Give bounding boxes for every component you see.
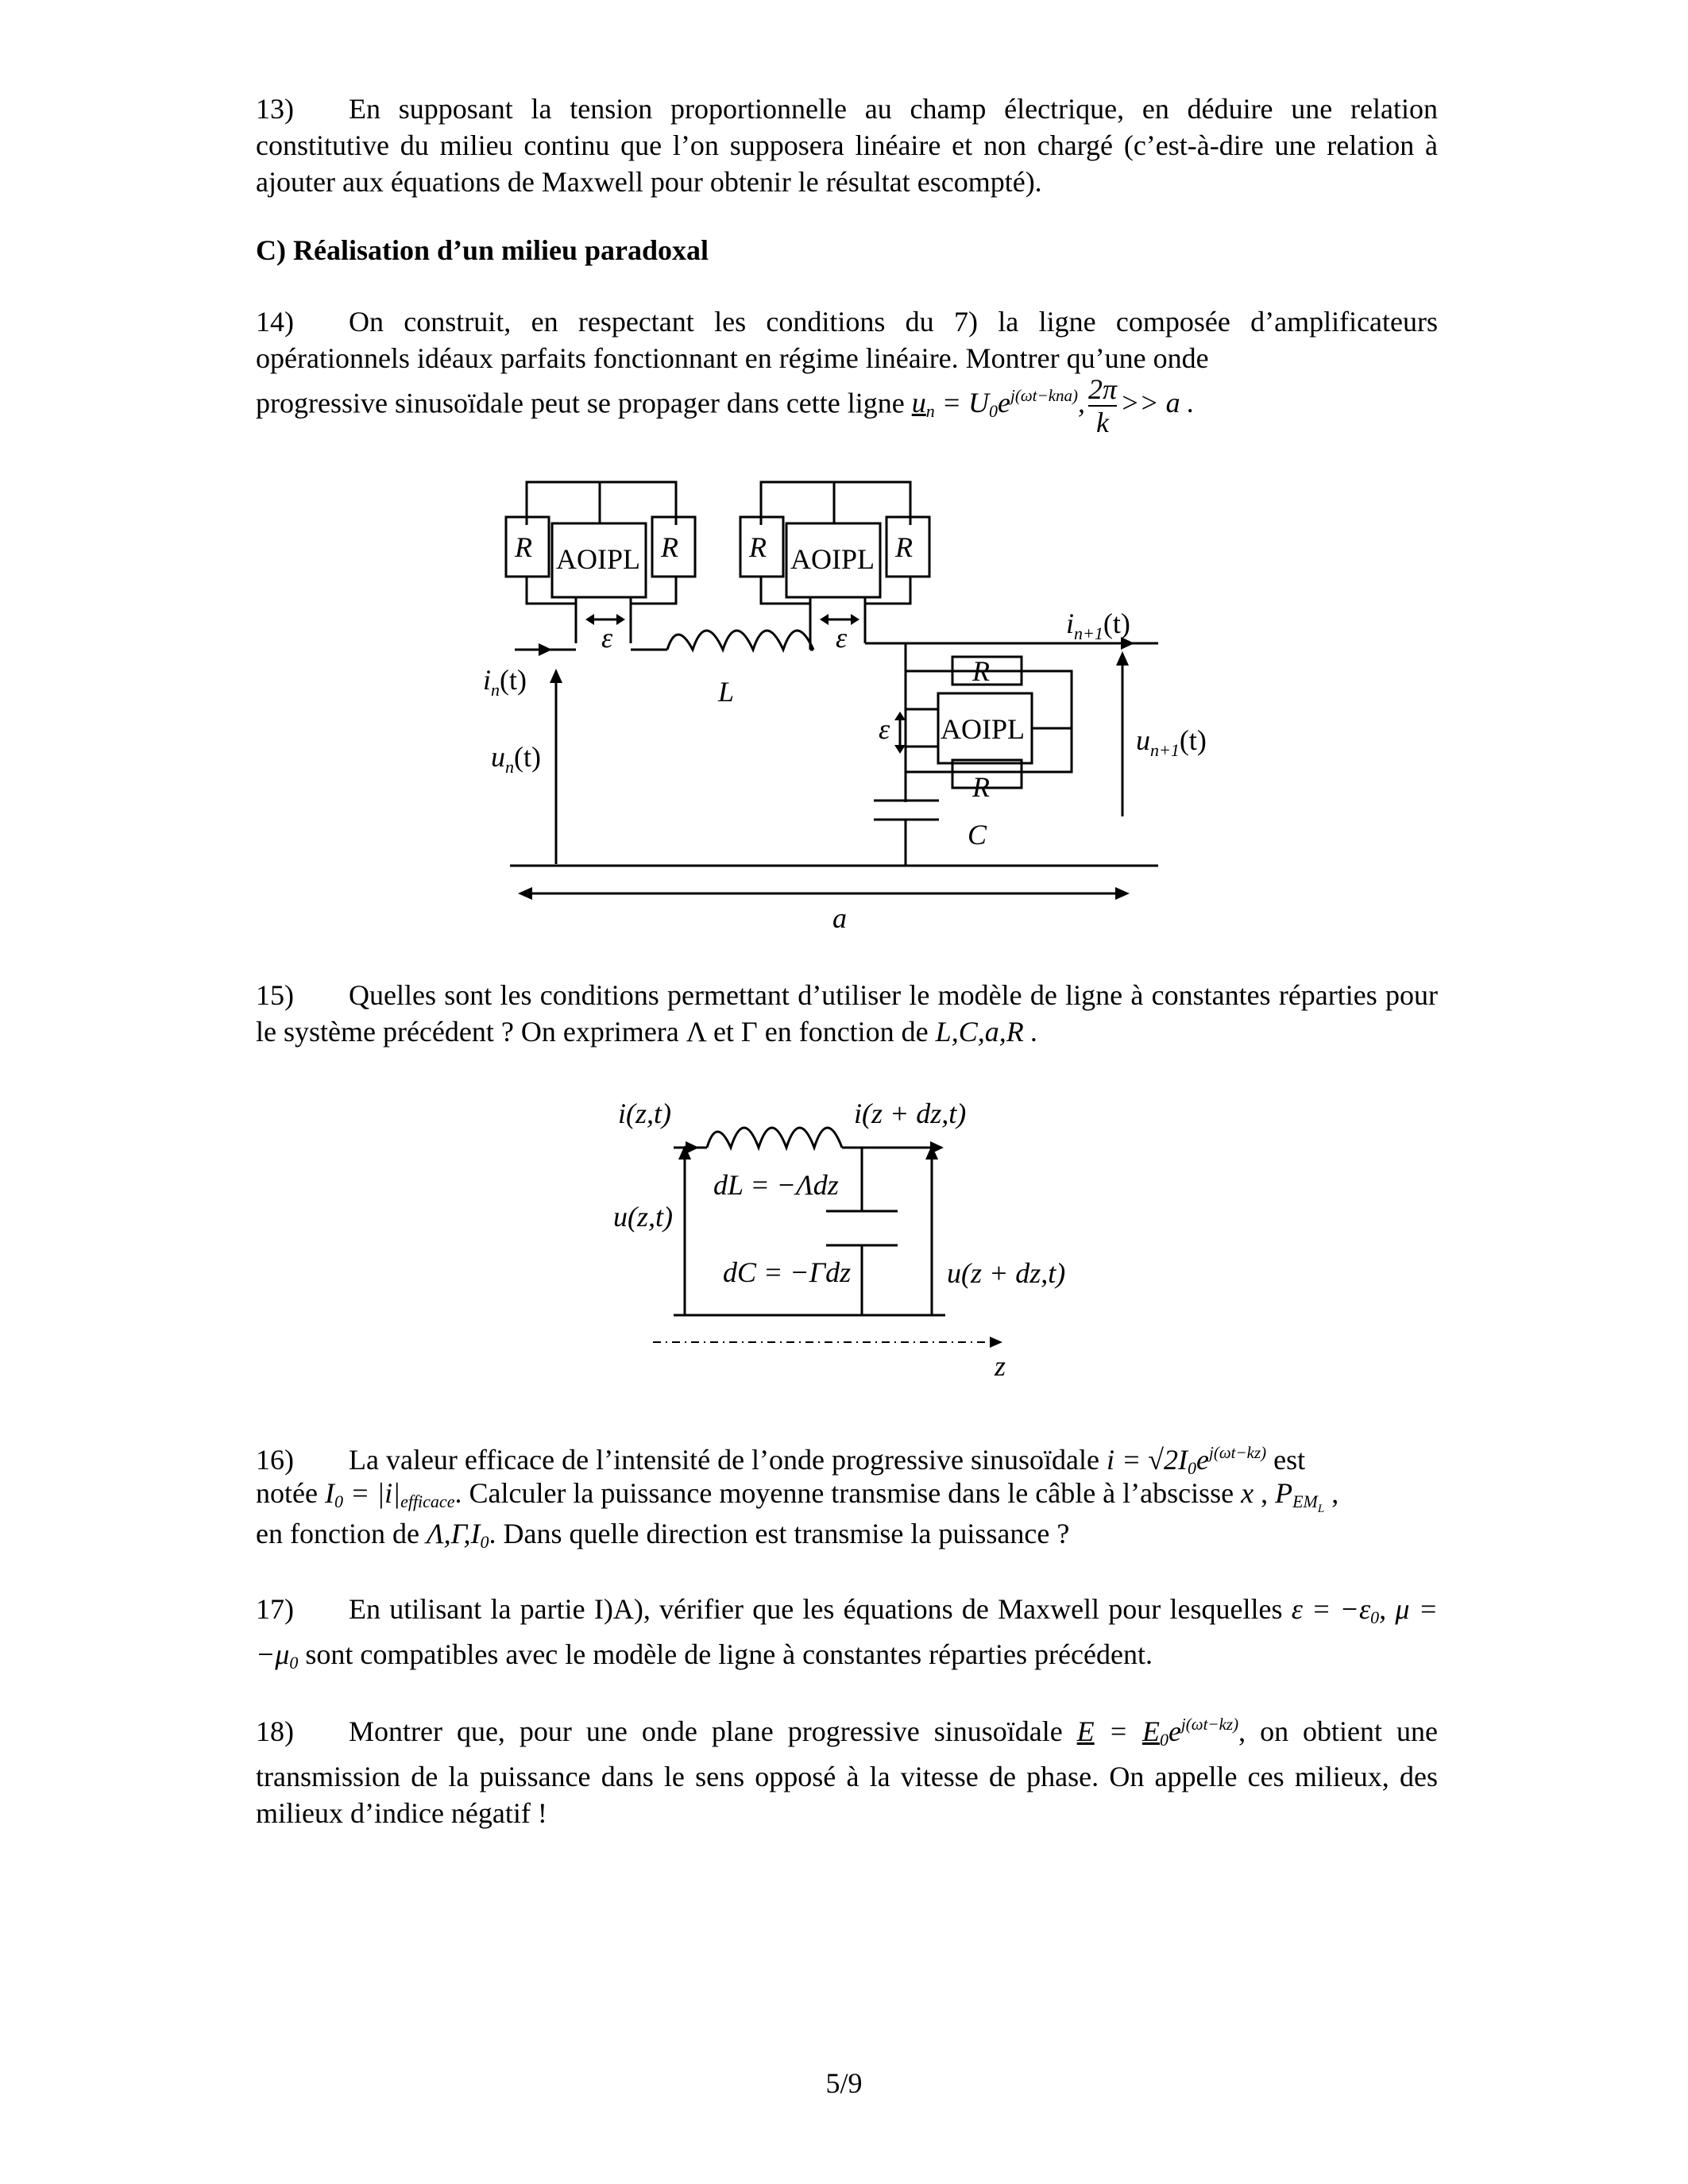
formula-part: = <box>1094 1715 1142 1747</box>
formula <box>1275 1477 1325 1515</box>
formula-sub: 0 <box>1188 1458 1197 1478</box>
question-text: , on obtient <box>1238 1715 1383 1747</box>
formula-sub: n <box>925 401 935 422</box>
question-number: 16) <box>256 1444 294 1476</box>
question-text: . Calculer la puissance moyenne transmise dans le câble à l’abscisse <box>454 1477 1234 1509</box>
question-text: progressive sinusoïdale peut se propager dans cette ligne <box>256 387 905 419</box>
fraction-denominator: k <box>1096 407 1110 438</box>
label-sub: n <box>505 757 514 777</box>
question-number: 18) <box>256 1715 294 1747</box>
formula-part: E <box>1076 1715 1095 1747</box>
formula-part: >> a . <box>1120 387 1195 419</box>
label-sub: n+1 <box>1150 740 1180 760</box>
formula: x <box>1241 1477 1254 1509</box>
question-number: 13) <box>256 93 294 125</box>
inductance-label: dL = −Λdz <box>713 1169 839 1201</box>
question-text: sont compatibles avec le modèle de ligne à constantes réparties précédent. <box>305 1638 1153 1670</box>
inductor-label: L <box>718 676 735 708</box>
question-17 <box>256 1591 1438 1681</box>
resistor-label: R <box>972 655 990 687</box>
capacitor-label: C <box>968 819 987 851</box>
voltage-label: u(z,t) <box>613 1201 673 1233</box>
formula-sub: 0 <box>1370 1607 1380 1627</box>
formula-sup: j(ωt−kz) <box>1209 1443 1267 1462</box>
question-16-line3 <box>256 1515 1438 1561</box>
formula-sup: j(ωt−kna) <box>1010 386 1079 406</box>
label-part: (t) <box>1179 724 1207 756</box>
formula-sub: 0 <box>1159 1730 1168 1750</box>
epsilon-label: ε <box>879 713 890 745</box>
label-part: i <box>1066 608 1075 639</box>
question-text: . Dans quelle direction est transmise la puissance ? <box>489 1518 1070 1549</box>
page-number: 5/9 <box>825 2067 863 2099</box>
formula-part: u <box>911 387 926 419</box>
question-text: et <box>713 1016 734 1048</box>
question-text: Montrer que, pour une onde plane progressive sinusoïdale <box>349 1715 1063 1747</box>
section-heading: C) Réalisation d’un milieu paradoxal <box>256 234 709 266</box>
arrowhead <box>990 1337 1002 1348</box>
capacitance-label: dC = −Γdz <box>723 1256 852 1288</box>
question-text: , <box>1261 1477 1269 1509</box>
epsilon-label: ε <box>601 622 613 654</box>
question-number: 14) <box>256 306 294 338</box>
label-sub: n <box>491 680 500 700</box>
voltage-label: u(z + dz,t) <box>947 1257 1066 1289</box>
resistor-label: R <box>749 531 767 563</box>
formula-sub: 0 <box>334 1491 343 1511</box>
aoipl-label: AOIPL <box>556 543 640 575</box>
question-text: Quelles sont les conditions permettant d’utiliser le modèle de ligne à constantes réparties pour le système précédent ? On exprimera <box>256 979 1438 1048</box>
formula-part: I <box>324 1477 334 1509</box>
current-label: i(z + dz,t) <box>854 1098 967 1129</box>
formula-part: , <box>1078 387 1086 419</box>
formula-sub: efficace <box>400 1491 455 1511</box>
formula-part: Λ,Γ,I <box>426 1518 481 1549</box>
epsilon-label: ε <box>836 622 848 654</box>
formula-sub: EM <box>1292 1491 1318 1511</box>
resistor-label: R <box>515 531 532 563</box>
label-part: (t) <box>500 664 527 696</box>
label-part: (t) <box>514 741 541 773</box>
length-label: a <box>832 902 847 934</box>
question-text: La valeur efficace de l’intensité de l’onde progressive sinusoïdale <box>349 1444 1099 1476</box>
formula-part: e <box>1196 1444 1209 1476</box>
formula-part: = U <box>934 387 990 419</box>
gamma-symbol: Γ <box>740 1016 758 1048</box>
formula-sub: 0 <box>989 401 999 422</box>
formula-part: e <box>998 387 1011 419</box>
question-text: En utilisant la partie I)A), vérifier que les équations de Maxwell pour lesquelles <box>349 1593 1283 1625</box>
label-part: (t) <box>1103 608 1130 639</box>
formula-part: E <box>1141 1715 1160 1747</box>
question-text: est <box>1273 1444 1306 1476</box>
formula-part: ε = −ε <box>1291 1593 1371 1625</box>
resistor-label: R <box>972 771 990 803</box>
formula-part: P <box>1275 1477 1293 1509</box>
resistor-label: R <box>661 531 678 563</box>
question-text: une transmission de la puissance dans le sens opposé à la vitesse de phase. On appelle ces milieux, des milieux d’indice négatif ! <box>256 1715 1438 1829</box>
question-number: 17) <box>256 1593 294 1625</box>
formula-sub: L <box>1317 1503 1325 1515</box>
question-number: 15) <box>256 979 294 1011</box>
aoipl-label: AOIPL <box>941 713 1025 745</box>
question-text: On construit, en respectant les conditions du 7) la ligne composée d’amplificateurs opérationnels idéaux parfaits fonctionnant en régime linéaire. Montrer qu’une onde <box>256 306 1438 374</box>
current-label: i(z,t) <box>618 1098 671 1129</box>
formula-sub: 0 <box>289 1653 299 1673</box>
formula-part: i = √2I <box>1106 1444 1188 1476</box>
question-text: , <box>1331 1477 1339 1509</box>
formula-part: , μ = −μ <box>256 1593 1438 1670</box>
label-sub: n+1 <box>1074 623 1103 643</box>
lambda-symbol: Λ <box>686 1016 706 1048</box>
formula-part: = |i| <box>342 1477 401 1509</box>
question-18 <box>256 1706 1438 1831</box>
formula <box>325 1477 455 1509</box>
formula: L,C,a,R . <box>935 1016 1038 1048</box>
label-part: u <box>1136 724 1150 756</box>
resistor-label: R <box>895 531 913 563</box>
formula <box>1107 1444 1266 1476</box>
arrowhead <box>930 1141 944 1154</box>
formula <box>1076 1715 1239 1750</box>
question-text: en fonction de <box>256 1518 419 1549</box>
question-text: En supposant la tension proportionnelle au champ électrique, en déduire une relation constitutive du milieu continu que l’on supposera linéaire et non chargé (c’est-à-dire une relation à ajouter aux équations de Maxwell pour obtenir le résultat escompté). <box>256 93 1438 198</box>
formula-sub: 0 <box>480 1532 489 1552</box>
formula-sup: j(ωt−kz) <box>1180 1715 1239 1734</box>
label-part: u <box>491 741 505 773</box>
axis-label: z <box>995 1350 1006 1382</box>
inductor-coil <box>707 1128 842 1148</box>
label-part: i <box>483 664 492 696</box>
question-text: en fonction de <box>764 1016 929 1048</box>
formula-part: e <box>1168 1715 1181 1747</box>
question-text: notée <box>256 1477 318 1509</box>
arrowhead <box>686 1141 699 1154</box>
aoipl-label: AOIPL <box>790 543 875 575</box>
fraction-numerator: 2π <box>1088 373 1118 405</box>
formula <box>426 1518 489 1552</box>
